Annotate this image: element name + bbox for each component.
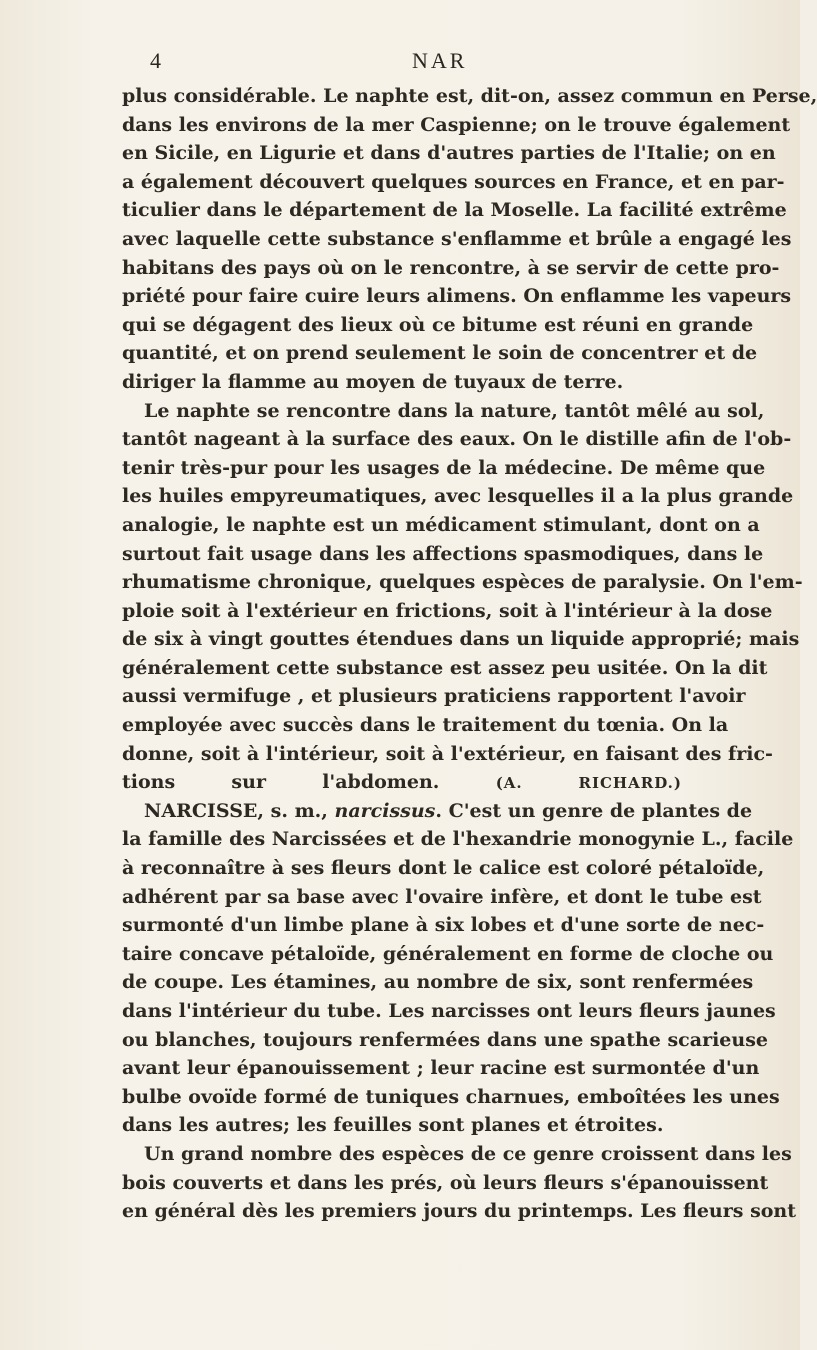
text-line: ticulier dans le département de la Moselle. La facilité extrême [122, 199, 787, 222]
text-line: a également découvert quelques sources en France, et en par- [122, 170, 785, 193]
text-line: aussi vermifuge , et plusieurs praticiens rapportent l'avoir [122, 685, 746, 708]
text-line: rhumatisme chronique, quelques espèces de paralysie. On l'em- [122, 571, 803, 594]
text-line: surmonté d'un limbe plane à six lobes et d'une sorte de nec- [122, 914, 765, 937]
text-line: qui se dégagent des lieux où ce bitume est réuni en grande [122, 313, 754, 336]
text-line: adhérent par sa base avec l'ovaire infère, et dont le tube est [122, 885, 762, 908]
text-line: les huiles empyreumatiques, avec lesquelles il a la plus grande [122, 485, 794, 508]
text-line: quantité, et on prend seulement le soin de concentrer et de [122, 342, 758, 365]
text-line: de coupe. Les étamines, au nombre de six, sont renfermées [122, 971, 754, 994]
text-line: habitans des pays où on le rencontre, à se servir de cette pro- [122, 256, 780, 279]
body-text [122, 82, 817, 1226]
first-line-rest: . C'est un genre de plantes de [435, 799, 753, 822]
text-line: surtout fait usage dans les affections spasmodiques, dans le [122, 542, 764, 565]
naphte-paragraph-2 [122, 397, 803, 797]
text-line: tenir très-pur pour les usages de la médecine. De même que [122, 456, 766, 479]
text-line: la famille des Narcissées et de l'hexandrie monogynie L., facile [122, 828, 794, 851]
text-line: priété pour faire cuire leurs alimens. On enflamme les vapeurs [122, 285, 792, 308]
headword: NARCISSE [144, 799, 258, 822]
text-line: Le naphte se rencontre dans la nature, tantôt mêlé au sol, [144, 399, 765, 422]
text-line: Un grand nombre des espèces de ce genre croissent dans les [144, 1142, 792, 1165]
text-line: en Sicile, en Ligurie et dans d'autres parties de l'Italie; on en [122, 142, 776, 165]
text-line: dans l'intérieur du tube. Les narcisses ont leurs fleurs jaunes [122, 1000, 776, 1022]
closing-line [122, 768, 682, 797]
article-narcisse [122, 797, 797, 1226]
running-head: NAR [412, 48, 468, 73]
text-line: dans les autres; les feuilles sont planes et étroites. [122, 1114, 664, 1137]
text-line: employée avec succès dans le traitement du tœnia. On la [122, 714, 729, 737]
text-line: analogie, le naphte est un médicament stimulant, dont on a [122, 513, 760, 536]
text-line: bois couverts et dans les prés, où leurs fleurs s'épanouissent [122, 1171, 769, 1194]
text-line: bulbe ovoïde formé de tuniques charnues, emboîtées les unes [122, 1085, 780, 1108]
text-line: avec laquelle cette substance s'enflamme et brûle a engagé les [122, 227, 792, 250]
text-line: tantôt nageant à la surface des eaux. On le distille afin de l'ob- [122, 428, 792, 451]
text-line: généralement cette substance est assez peu usitée. On la dit [122, 656, 768, 679]
text-line: avant leur épanouissement ; leur racine est surmontée d'un [122, 1057, 760, 1080]
text-line: taire concave pétaloïde, généralement en forme de cloche ou [122, 942, 774, 965]
article-naphte [122, 82, 817, 797]
narcisse-first-line [122, 797, 753, 826]
page-number: 4 [150, 48, 161, 73]
naphte-paragraph-1 [122, 82, 817, 397]
closing-text: tions sur l'abdomen. [122, 771, 440, 794]
latin-name: narcissus [334, 799, 436, 822]
author-signature: (A. RICHARD.) [495, 774, 682, 793]
text-line: de six à vingt gouttes étendues dans un liquide approprié; mais [122, 628, 800, 651]
text-line: ploie soit à l'extérieur en frictions, soit à l'intérieur à la dose [122, 599, 773, 622]
page-header [150, 48, 670, 82]
text-line: donne, soit à l'intérieur, soit à l'extérieur, en faisant des fric- [122, 742, 773, 765]
text-line: en général dès les premiers jours du printemps. Les fleurs sont [122, 1200, 797, 1223]
text-line: plus considérable. Le naphte est, dit-on, assez commun en Perse, [122, 85, 817, 107]
text-line: dans les environs de la mer Caspienne; on le trouve également [122, 113, 791, 136]
text-line: diriger la flamme au moyen de tuyaux de terre. [122, 370, 624, 393]
grammar-note: , s. m., [257, 799, 328, 822]
text-line: ou blanches, toujours renfermées dans une spathe scarieuse [122, 1028, 768, 1051]
text-line: à reconnaître à ses fleurs dont le calice est coloré pétaloïde, [122, 857, 765, 880]
